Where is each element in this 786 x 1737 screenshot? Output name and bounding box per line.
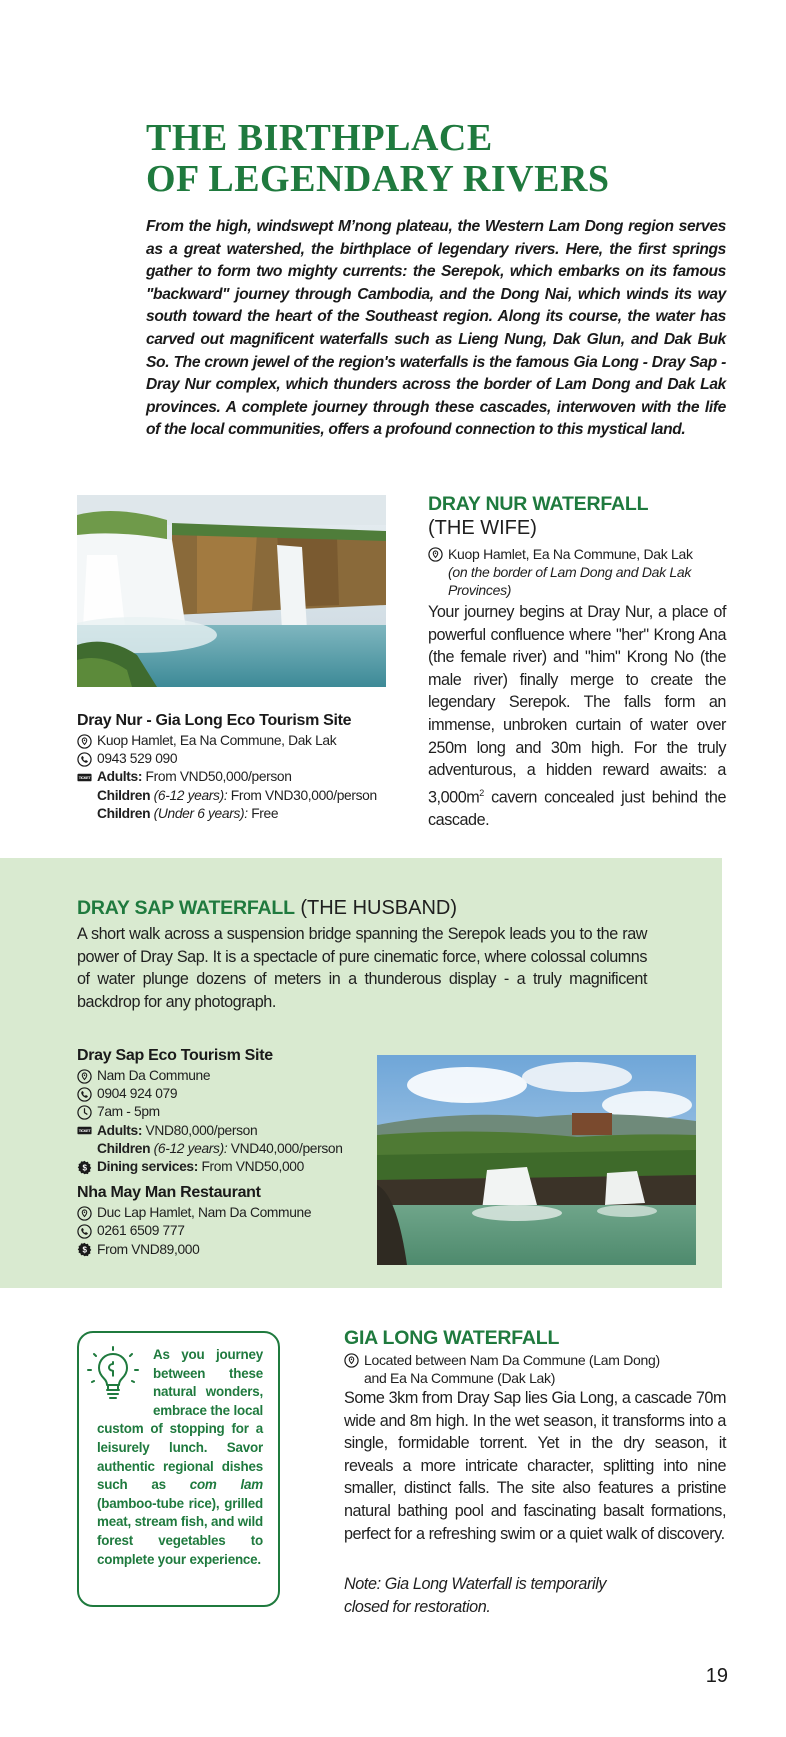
location-pin-icon (344, 1351, 364, 1369)
restaurant-price-row (77, 1241, 377, 1259)
dray-nur-under6-value: Free (247, 805, 279, 821)
dray-sap-children-label: Children (97, 1140, 151, 1156)
page-number: 19 (705, 1665, 728, 1687)
dray-sap-children-value: VND40,000/person (227, 1140, 343, 1156)
dray-sap-site-address: Nam Da Commune (97, 1068, 211, 1083)
dray-sap-site-address-row (77, 1067, 377, 1085)
dray-nur-adults-value: From VND50,000/person (142, 769, 292, 785)
tip-text-italic: com lam (189, 1477, 263, 1493)
ticket-icon-text: TICKET (78, 776, 91, 781)
restaurant-price: From VND89,000 (97, 1241, 200, 1257)
dray-sap-subheading: (THE HUSBAND) (294, 897, 458, 919)
clock-icon (77, 1103, 97, 1121)
dollar-icon (77, 1158, 97, 1176)
dray-sap-children-age: (6-12 years): (150, 1140, 228, 1156)
dray-nur-site-address-row (77, 732, 407, 750)
gia-long-body: Some 3km from Dray Sap lies Gia Long, a cascade 70m wide and 8m high. In the wet season, it transforms into a single, formidable torrent. Yet in the dry season, it reveals a more intricate character, splitting into nine smaller, distinct falls. The site also features a pristine natural bathing pool and fascinating basalt formations, perfect for a refreshing swim or a quiet walk of discovery. (344, 1389, 726, 1543)
dray-nur-photo (77, 495, 386, 687)
gia-long-note (344, 1573, 606, 1619)
gia-long-location-line-2: and Ea Na Commune (Dak Lak) (364, 1370, 556, 1386)
restaurant-phone: 0261 6509 777 (97, 1223, 185, 1239)
ticket-icon (77, 768, 97, 786)
dray-nur-site-under6-row (77, 805, 407, 823)
dray-nur-body-superscript: 2 (479, 787, 484, 798)
gia-long-location-line-1: Located between Nam Da Commune (Lam Dong) (364, 1352, 660, 1368)
dollar-icon (77, 1241, 97, 1259)
restaurant-address-row (77, 1204, 377, 1222)
title-line-2: OF LEGENDARY RIVERS (146, 158, 610, 200)
gia-long-note-line-2: closed for restoration. (344, 1598, 491, 1616)
tip-icon-space (97, 1346, 153, 1419)
dray-sap-site-hours-row (77, 1103, 377, 1121)
dray-nur-children-label: Children (97, 787, 151, 803)
restaurant-address: Duc Lap Hamlet, Nam Da Commune (97, 1205, 312, 1221)
dray-nur-site-phone: 0943 529 090 (97, 751, 178, 767)
dray-sap-heading-row (77, 897, 457, 920)
dray-sap-photo (377, 1055, 696, 1265)
dray-nur-site-info (77, 712, 407, 823)
location-pin-icon (77, 1204, 97, 1222)
dray-sap-dining-label: Dining services: (97, 1159, 198, 1175)
dray-sap-site-adults-row (77, 1122, 377, 1140)
ticket-icon (77, 1122, 97, 1140)
phone-icon (77, 750, 97, 768)
dray-nur-body-main: Your journey begins at Dray Nur, a place of powerful confluence where "her" Krong Ana (the female river) and "him" Krong No (the male river) finally merge to create the legendary Serepok. The falls form an immense, unbroken curtain of water over 250m long and 30m high. For the truly adventurous, a hidden reward awaits: a 3,000m (428, 603, 726, 807)
dray-nur-site-phone-row (77, 750, 407, 768)
ticket-icon-text: TICKET (78, 1129, 91, 1134)
dollar-icon-text: $ (82, 1162, 87, 1172)
dray-nur-location-text: Kuop Hamlet, Ea Na Commune, Dak Lak (448, 546, 693, 562)
tip-text-end: (bamboo-tube rice), grilled meat, stream fish, and wild forest vegetables to complete your experience. (97, 1495, 263, 1567)
dray-nur-site-address: Kuop Hamlet, Ea Na Commune, Dak Lak (97, 733, 337, 748)
dray-sap-site-phone-row (77, 1085, 377, 1103)
restaurant-phone-row (77, 1222, 377, 1240)
dray-sap-site-children-row (77, 1140, 377, 1158)
tip-text-main: As you journey between these natural wonders, embrace the local custom of stopping for a leisurely lunch. Savor authentic regional dishes such as (97, 1347, 263, 1493)
location-pin-icon (428, 545, 448, 563)
tip-text (97, 1346, 263, 1569)
dray-sap-site-dining-row (77, 1158, 377, 1176)
phone-icon (77, 1085, 97, 1103)
dray-sap-adults-value: VND80,000/person (142, 1122, 258, 1138)
dray-nur-site-adults-row (77, 768, 407, 786)
gia-long-location (344, 1351, 734, 1387)
location-pin-icon (77, 1067, 97, 1085)
location-pin-icon (77, 732, 97, 750)
dray-nur-location-note-2: Provinces) (448, 582, 512, 598)
dray-nur-children-value: From VND30,000/person (227, 787, 377, 803)
dray-sap-body: A short walk across a suspension bridge spanning the Serepok leads you to the raw power of Dray Sap. It is a spectacle of pure cinematic force, where colossal columns of water plunge dozens of meters in a thunderous display - a truly magnificent backdrop for any photograph. (77, 925, 647, 1011)
dollar-icon-text: $ (82, 1245, 87, 1255)
dray-nur-site-children-row (77, 787, 407, 805)
gia-long-heading: GIA LONG WATERFALL (344, 1327, 560, 1349)
dray-nur-children-age: (6-12 years): (150, 787, 228, 803)
dray-sap-site-phone: 0904 924 079 (97, 1086, 178, 1102)
dray-nur-under6-age: (Under 6 years): (150, 805, 248, 821)
restaurant-name: Nha May Man Restaurant (77, 1184, 261, 1202)
dray-sap-heading: DRAY SAP WATERFALL (77, 897, 295, 919)
title-line-1: THE BIRTHPLACE (146, 117, 493, 159)
dray-nur-location-note-1: (on the border of Lam Dong and Dak Lak (448, 564, 692, 580)
dray-nur-location (428, 545, 728, 599)
intro-paragraph: From the high, windswept M’nong plateau, the Western Lam Dong region serves as a great watershed, the birthplace of legendary rivers. Here, the first springs gather to form two mighty currents: the Serepok, which embarks on its famous "backward" journey through Cambodia, and the Dong Nai, which winds its way south toward the heart of the Southeast region. Along its course, the water has carved out magnificent waterfalls such as Lieng Nung, Dak Glun, and Dak Buk So. The crown jewel of the region's waterfalls is the famous Gia Long - Dray Sap - Dray Nur complex, which thunders across the border of Lam Dong and Dak Lak provinces. A complete journey through these cascades, interwoven with the life of the local communities, offers a profound connection to this mystical land. (146, 218, 726, 439)
dray-sap-site-hours: 7am - 5pm (97, 1104, 160, 1120)
dray-nur-heading: DRAY NUR WATERFALL (428, 493, 649, 515)
dray-sap-adults-label: Adults: (97, 1122, 143, 1138)
gia-long-note-line-1: Note: Gia Long Waterfall is temporarily (344, 1575, 607, 1593)
dray-sap-site-name: Dray Sap Eco Tourism Site (77, 1047, 273, 1064)
dray-nur-body-end: cavern concealed just behind the cascade. (428, 788, 726, 829)
dray-nur-site-name: Dray Nur - Gia Long Eco Tourism Site (77, 712, 352, 729)
page-title (146, 118, 746, 200)
dray-nur-body (428, 601, 726, 831)
dray-nur-subheading: (THE WIFE) (428, 517, 537, 539)
dray-sap-dining-value: From VND50,000 (197, 1159, 304, 1175)
dray-nur-under6-label: Children (97, 805, 151, 821)
dray-sap-site-info (77, 1047, 377, 1259)
dray-nur-adults-label: Adults: (97, 769, 143, 785)
phone-icon (77, 1222, 97, 1240)
